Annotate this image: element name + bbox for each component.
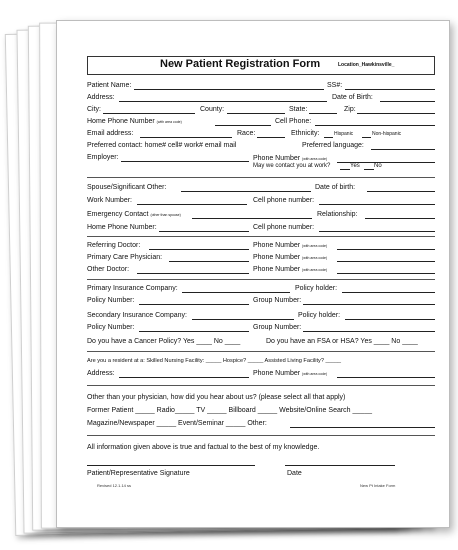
- work-number-field[interactable]: [137, 204, 247, 205]
- secondary-group-number-label: Group Number:: [253, 324, 302, 331]
- primary-insurance-label: Primary Insurance Company:: [87, 285, 178, 292]
- referring-doctor-label: Referring Doctor:: [87, 242, 141, 249]
- secondary-insurance-field[interactable]: [192, 319, 294, 320]
- work-number-label: Work Number:: [87, 197, 132, 204]
- state-field[interactable]: [309, 113, 337, 114]
- zip-label: Zip:: [344, 106, 356, 113]
- dob-field[interactable]: [380, 101, 435, 102]
- contact-no-field[interactable]: [364, 169, 374, 170]
- county-field[interactable]: [227, 113, 285, 114]
- referral-question: Other than your physician, how did you hear about us? (please select all that apply): [87, 394, 346, 401]
- primary-care-phone-field[interactable]: [337, 261, 435, 262]
- cancer-policy-question[interactable]: Do you have a Cancer Policy? Yes ____ No ____: [87, 338, 241, 345]
- referral-other-field[interactable]: [290, 427, 435, 428]
- registration-form-page: [56, 20, 450, 528]
- area-code-note: (with area code): [156, 120, 182, 124]
- county-label: County:: [200, 106, 225, 113]
- section-divider: [87, 236, 435, 237]
- date-field[interactable]: [285, 465, 395, 466]
- home-phone-label: Home Phone Number: [87, 118, 155, 125]
- relationship-field[interactable]: [365, 218, 435, 219]
- referring-doctor-field[interactable]: [149, 249, 249, 250]
- employer-field[interactable]: [121, 161, 249, 162]
- spouse-cell-label: Cell phone number:: [253, 197, 315, 204]
- secondary-policy-holder-field[interactable]: [345, 319, 435, 320]
- section-divider: [87, 435, 435, 436]
- form-title-box: [87, 56, 435, 75]
- spouse-cell-field[interactable]: [319, 204, 435, 205]
- hispanic-option: Hispanic: [334, 131, 354, 137]
- emergency-contact-label: Emergency Contact: [87, 211, 149, 218]
- area-code-note: (with area code): [302, 157, 328, 161]
- race-field[interactable]: [257, 137, 285, 138]
- dob-label: Date of Birth:: [332, 94, 373, 101]
- race-label: Race:: [237, 130, 256, 137]
- secondary-group-number-field[interactable]: [303, 331, 435, 332]
- facility-question[interactable]: Are you a resident at a: Skilled Nursing Facility: _____ Hospice? _____ Assisted Living Facility? _____: [87, 358, 342, 364]
- primary-policy-holder-label: Policy holder:: [295, 285, 338, 292]
- address-field[interactable]: [119, 101, 327, 102]
- other-doctor-field[interactable]: [137, 273, 249, 274]
- spouse-label: Spouse/Significant Other:: [87, 184, 167, 191]
- certification-statement: All information given above is true and factual to the best of my knowledge.: [87, 444, 320, 451]
- hispanic-checkbox[interactable]: [324, 137, 333, 138]
- city-field[interactable]: [103, 113, 195, 114]
- form-title: New Patient Registration Form: [160, 58, 321, 70]
- may-contact-question: May we contact you at work?: [253, 163, 331, 169]
- facility-phone-label: Phone Number: [253, 370, 301, 377]
- signature-label: Patient/Representative Signature: [87, 470, 190, 477]
- primary-policy-holder-field[interactable]: [342, 292, 435, 293]
- preferred-language-field[interactable]: [371, 149, 435, 150]
- ethnicity-label: Ethnicity:: [291, 130, 320, 137]
- spouse-dob-field[interactable]: [367, 191, 435, 192]
- section-divider: [87, 279, 435, 280]
- primary-group-number-label: Group Number:: [253, 297, 302, 304]
- facility-address-label: Address:: [87, 370, 115, 377]
- emergency-note: (other than spouse): [150, 213, 181, 217]
- city-label: City:: [87, 106, 101, 113]
- area-code-note: (with area code): [302, 256, 328, 260]
- non-hispanic-checkbox[interactable]: [362, 137, 371, 138]
- primary-care-field[interactable]: [169, 261, 249, 262]
- cell-label: Cell Phone:: [275, 118, 312, 125]
- location-label: Location_Hawkinsville_: [338, 62, 395, 68]
- facility-address-field[interactable]: [119, 377, 249, 378]
- date-label: Date: [287, 470, 302, 477]
- form-name-note: New Pt Intake Form: [360, 483, 396, 488]
- area-code-note: (with area code): [302, 268, 328, 272]
- zip-field[interactable]: [357, 113, 435, 114]
- state-label: State:: [289, 106, 308, 113]
- patient-name-label: Patient Name:: [87, 82, 132, 89]
- section-divider: [87, 385, 435, 386]
- signature-field[interactable]: [87, 465, 255, 466]
- other-doctor-phone-field[interactable]: [337, 273, 435, 274]
- other-doctor-phone-label: Phone Number: [253, 266, 301, 273]
- referring-phone-field[interactable]: [337, 249, 435, 250]
- contact-yes-label: Yes: [350, 163, 360, 169]
- secondary-policy-holder-label: Policy holder:: [298, 312, 341, 319]
- address-label: Address:: [87, 94, 115, 101]
- primary-care-phone-label: Phone Number: [253, 254, 301, 261]
- patient-name-field[interactable]: [134, 89, 324, 90]
- primary-group-number-field[interactable]: [303, 304, 435, 305]
- primary-insurance-field[interactable]: [182, 292, 290, 293]
- spouse-dob-label: Date of birth:: [315, 184, 356, 191]
- contact-yes-field[interactable]: [340, 169, 350, 170]
- non-hispanic-option: Non-hispanic: [372, 131, 402, 137]
- primary-policy-number-field[interactable]: [139, 304, 249, 305]
- secondary-policy-number-label: Policy Number:: [87, 324, 135, 331]
- spouse-home-phone-field[interactable]: [159, 231, 249, 232]
- area-code-note: (with area code): [302, 244, 328, 248]
- ssn-field[interactable]: [345, 89, 435, 90]
- work-phone-label: Phone Number: [253, 155, 301, 162]
- email-label: Email address:: [87, 130, 134, 137]
- emergency-contact-field[interactable]: [192, 218, 312, 219]
- area-code-note: (with area code): [302, 372, 328, 376]
- home-phone-field[interactable]: [215, 125, 271, 126]
- spouse-field[interactable]: [181, 191, 311, 192]
- preferred-contact-options[interactable]: Preferred contact: home# cell# work# email mail: [87, 142, 237, 149]
- spouse-cell2-field[interactable]: [319, 231, 435, 232]
- revised-note: Revised 12.1.14 ss: [97, 483, 132, 488]
- secondary-policy-number-field[interactable]: [139, 331, 249, 332]
- referral-options-row1[interactable]: Former Patient _____ Radio_____ TV _____ Billboard _____ Website/Online Search _____: [87, 407, 372, 414]
- spouse-cell2-label: Cell phone number:: [253, 224, 315, 231]
- fsa-hsa-question[interactable]: Do you have an FSA or HSA? Yes ____ No ____: [266, 338, 418, 345]
- preferred-language-label: Preferred language:: [302, 142, 364, 149]
- email-field[interactable]: [140, 137, 232, 138]
- ssn-label: SS#:: [327, 82, 343, 89]
- referral-options-row2[interactable]: Magazine/Newspaper _____ Event/Seminar _____ Other:: [87, 420, 267, 427]
- primary-policy-number-label: Policy Number:: [87, 297, 135, 304]
- secondary-insurance-label: Secondary Insurance Company:: [87, 312, 187, 319]
- other-doctor-label: Other Doctor:: [87, 266, 130, 273]
- facility-phone-field[interactable]: [337, 377, 435, 378]
- referring-phone-label: Phone Number: [253, 242, 301, 249]
- section-divider: [87, 351, 435, 352]
- contact-no-label: No: [374, 163, 382, 169]
- employer-label: Employer:: [87, 154, 119, 161]
- section-divider: [87, 177, 435, 178]
- relationship-label: Relationship:: [317, 211, 358, 218]
- spouse-home-phone-label: Home Phone Number:: [87, 224, 157, 231]
- primary-care-label: Primary Care Physician:: [87, 254, 163, 261]
- cell-field[interactable]: [315, 125, 435, 126]
